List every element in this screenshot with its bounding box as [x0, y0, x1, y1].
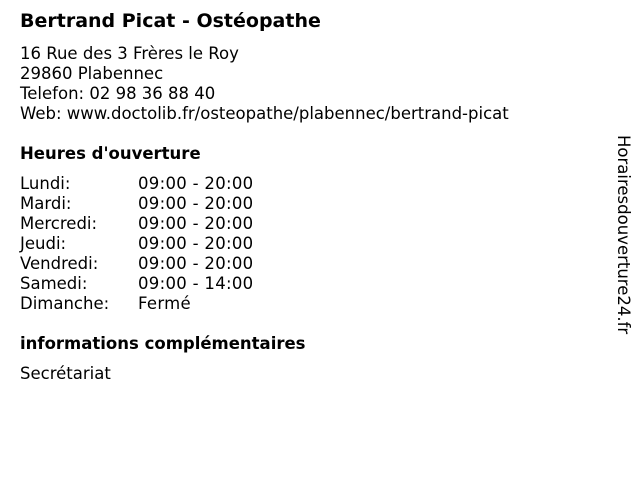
info-value: Secrétariat: [20, 364, 111, 383]
day-label: Mardi:: [20, 194, 72, 213]
day-label: Samedi:: [20, 274, 88, 293]
hours-row-tuesday: [20, 194, 320, 214]
address-street: 16 Rue des 3 Frères le Roy: [20, 44, 239, 63]
site-watermark: Horairesdouverture24.fr: [614, 135, 633, 335]
phone-line: Telefon: 02 98 36 88 40: [20, 84, 216, 103]
hours-row-thursday: [20, 234, 320, 254]
hours-row-saturday: [20, 274, 320, 294]
page-title: Bertrand Picat - Ostéopathe: [20, 10, 321, 32]
info-heading: informations complémentaires: [20, 334, 306, 353]
hours-row-monday: [20, 174, 320, 194]
time-value: 09:00 - 20:00: [138, 214, 254, 233]
day-label: Dimanche:: [20, 294, 110, 313]
hours-table: [20, 174, 320, 314]
time-value: 09:00 - 20:00: [138, 194, 254, 213]
time-value: 09:00 - 20:00: [138, 174, 254, 193]
hours-row-wednesday: [20, 214, 320, 234]
hours-row-sunday: [20, 294, 320, 314]
hours-heading: Heures d'ouverture: [20, 144, 201, 163]
day-label: Jeudi:: [20, 234, 67, 253]
time-value: 09:00 - 20:00: [138, 234, 254, 253]
day-label: Vendredi:: [20, 254, 99, 273]
time-value: 09:00 - 20:00: [138, 254, 254, 273]
web-line: Web: www.doctolib.fr/osteopathe/plabennec/bertrand-picat: [20, 104, 509, 123]
day-label: Mercredi:: [20, 214, 98, 233]
address-city: 29860 Plabennec: [20, 64, 164, 83]
day-label: Lundi:: [20, 174, 71, 193]
time-value: Fermé: [138, 294, 191, 313]
time-value: 09:00 - 14:00: [138, 274, 254, 293]
contact-block: [20, 44, 509, 124]
hours-row-friday: [20, 254, 320, 274]
